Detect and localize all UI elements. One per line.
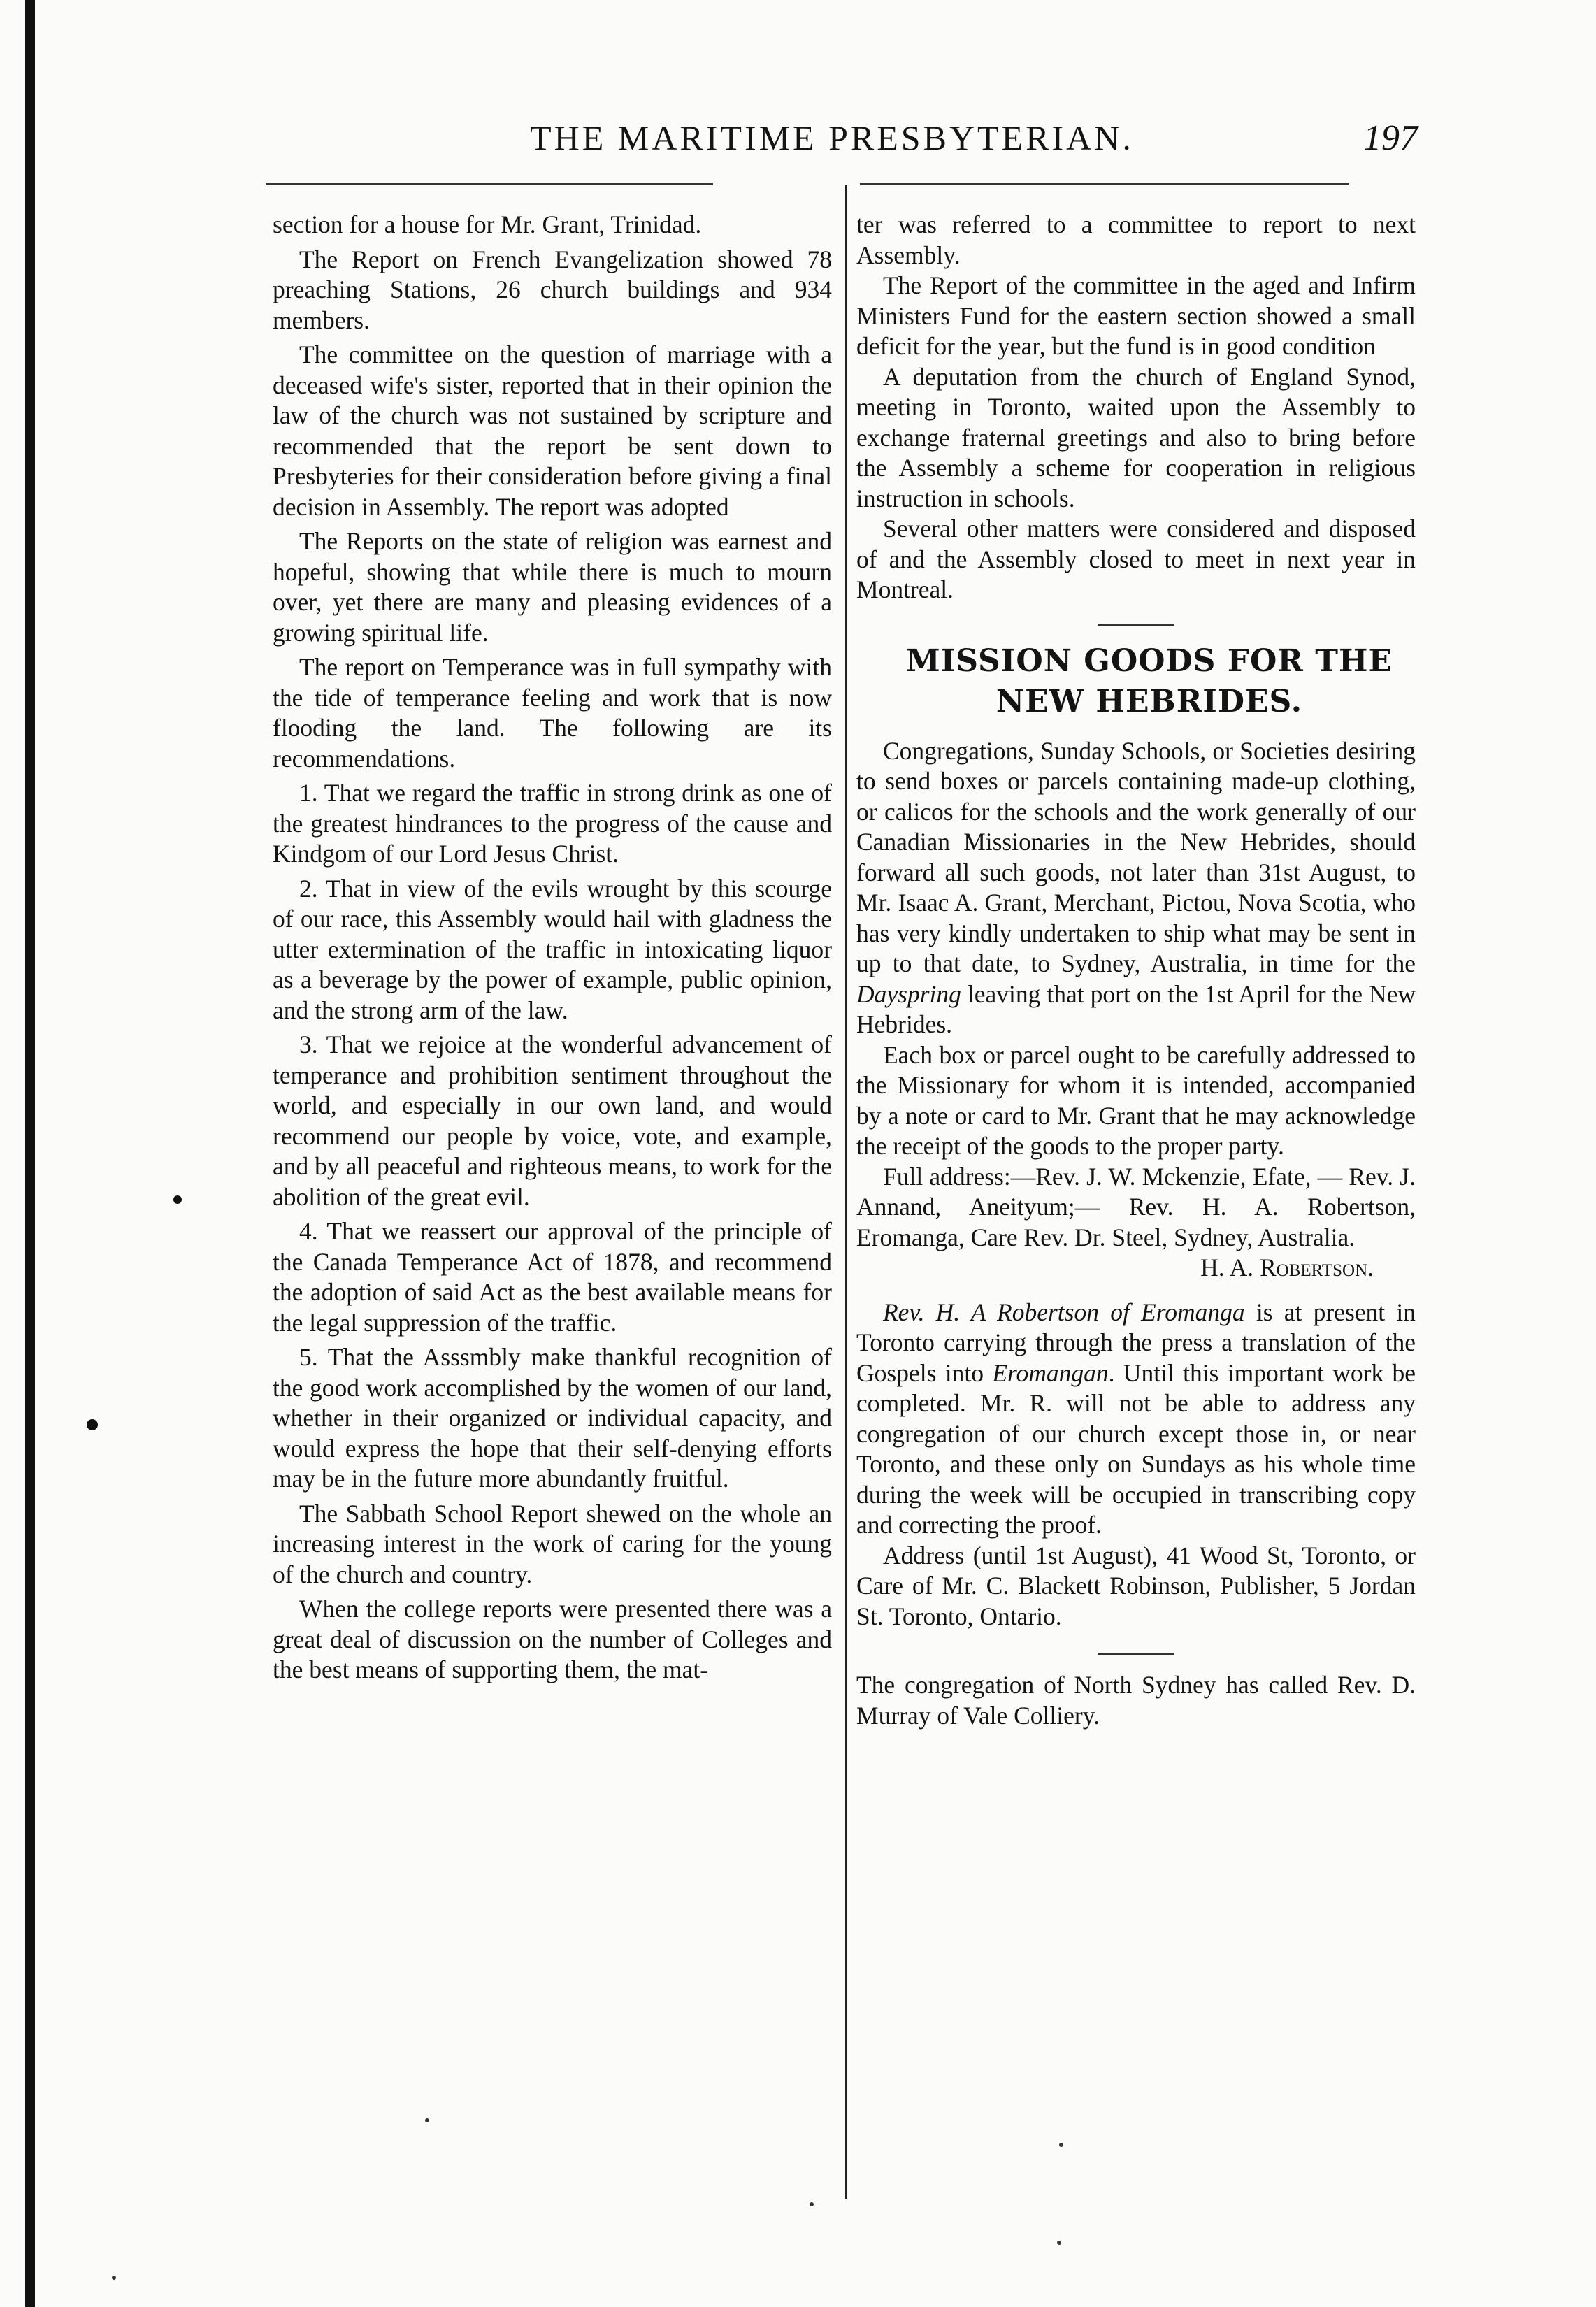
paragraph: 2. That in view of the evils wrought by this scourge of our race, this Assembly would hail with gladness the utter extermination of the traffic in intoxicating liquor as a beverage by the power of example, public opinion, and the strong arm of the law. [273,874,832,1024]
paragraph: Each box or parcel ought to be carefully addressed to the Missionary for whom it is intended, accompanied by a note or card to Mr. Grant that he may acknowledge the receipt of the goods to the proper party. [856,1040,1416,1160]
article-signature: H. A. Robertson. [1200,1253,1374,1281]
paragraph: The committee on the question of marriage with a deceased wife's sister, reported that in their opinion the law of the church was not sustained by scripture and recommended that the report be sent down to Presbyteries for their consideration before giving a final decision in Assembly. The report was adopted [273,340,832,521]
page-spine-shadow [25,0,35,2307]
scan-speck [425,2118,429,2122]
paragraph: 1. That we regard the traffic in strong drink as one of the greatest hindrances to the progress of the cause and Kindgom of our Lord Jesus Christ. [273,779,832,868]
assembly-report-continuation [856,210,1416,605]
left-column [273,210,832,1686]
paragraph: Full address:—Rev. J. W. Mckenzie, Efate, — Rev. J. Annand, Aneityum;— Rev. H. A. Robertson, Eromanga, Care Rev. Dr. Steel, Sydney, Australia. [856,1162,1416,1251]
paragraph: ter was referred to a committee to report to next Assembly. [856,210,1416,269]
missionary-addresses [856,1162,1416,1253]
paragraph: A deputation from the church of England Synod, meeting in Toronto, waited upon the Assembly to exchange fraternal greetings and also to bring before the Assembly a scheme for cooperation in religious instruction in schools. [856,362,1416,512]
mission-goods-heading-line1: MISSION GOODS FOR THE [905,642,1393,679]
paragraph: The Report of the committee in the aged and Infirm Ministers Fund for the eastern section showed a small deficit for the year, but the fund is in good condition [856,271,1416,360]
column-divider [845,185,847,2199]
scan-speck [1059,2143,1063,2147]
paragraph: The Report on French Evangelization showed 78 preaching Stations, 26 church buildings and 934 members. [273,245,832,334]
scan-speck [87,1419,98,1430]
paragraph: 5. That the Asssmbly make thankful recognition of the good work accomplished by the women of our land, whether in their organized or individual capacity, and would express the hope that their self-denying efforts may be in the future more abundantly fruitful. [273,1343,832,1493]
paragraph: Several other matters were considered and disposed of and the Assembly closed to meet in next year in Montreal. [856,515,1416,603]
paragraph: section for a house for Mr. Grant, Trinidad. [273,210,702,238]
scan-speck [810,2202,814,2206]
paragraph: Rev. H. A Robertson of Eromanga is at present in Toronto carrying through the press a translation of the Gospels into Eromangan. Until this important work be completed. Mr. R. will not be able to address any congregation of our church except those in, or near Toronto, and these only on Sundays as his whole time during the week will be occupied in transcribing copy and correcting the proof. [856,1298,1416,1539]
north-sydney-note: The congregation of North Sydney has called Rev. D. Murray of Vale Colliery. [856,1671,1416,1730]
header-rule-right [860,183,1349,185]
paragraph: 4. That we reassert our approval of the principle of the Canada Temperance Act of 1878, and recommend the adoption of said Act as the best available means for the legal suppression of the traffic. [273,1217,832,1337]
paragraph: Congregations, Sunday Schools, or Societies desiring to send boxes or parcels containing made-up clothing, or calicos for the schools and the work generally of our Canadian Missionaries in the New Hebrides, should forward all such goods, not later than 31st August, to Mr. Isaac A. Grant, Merchant, Pictou, Nova Scotia, who has very kindly undertaken to ship what may be sent in up to that date, to Sydney, Australia, in time for the Dayspring leaving that port on the 1st April for the New Hebrides. [856,736,1416,1038]
mission-goods-heading-line2: NEW HEBRIDES. [995,683,1303,719]
header-rule-left [266,183,713,185]
paragraph: Address (until 1st August), 41 Wood St, Toronto, or Care of Mr. C. Blackett Robinson, Publisher, 5 Jordan St. Toronto, Ontario. [856,1541,1416,1630]
right-column [856,210,1416,1731]
scan-speck [1057,2241,1061,2245]
mission-goods-article [856,736,1416,1162]
robertson-notice [856,1298,1416,1632]
paragraph: The Reports on the state of religion was earnest and hopeful, showing that while there is much to mourn over, yet there are many and pleasing evidences of a growing spiritual life. [273,527,832,647]
page-header-title: THE MARITIME PRESBYTERIAN. [530,118,1134,157]
scan-speck [112,2276,116,2280]
paragraph: The Sabbath School Report shewed on the whole an increasing interest in the work of caring for the young of the church and country. [273,1499,832,1588]
section-divider [1098,624,1174,626]
paragraph: 3. That we rejoice at the wonderful advancement of temperance and prohibition sentiment throughout the world, and especially in our own land, and would recommend our people by voice, vote, and example, and by all peaceful and righteous means, to work for the abolition of the great evil. [273,1030,832,1211]
section-divider-2 [1098,1653,1174,1655]
scan-speck [173,1195,182,1204]
page-number: 197 [1363,118,1418,158]
paragraph: The report on Temperance was in full sympathy with the tide of temperance feeling and work that is now flooding the land. The following are its recommendations. [273,653,832,772]
paragraph: When the college reports were presented there was a great deal of discussion on the number of Colleges and the best means of supporting them, the mat- [273,1595,832,1683]
